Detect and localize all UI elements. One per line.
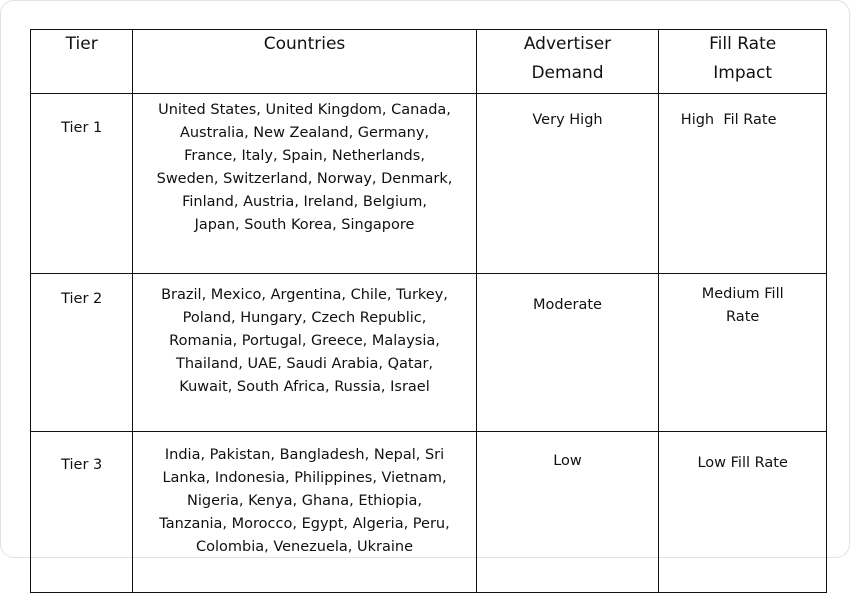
fill-rate-cell: High Fil Rate: [659, 94, 827, 274]
header-tier: Tier: [31, 30, 133, 94]
header-countries: Countries: [133, 30, 476, 94]
table-row: [31, 274, 827, 432]
countries-cell: United States, United Kingdom, Canada, Australia, New Zealand, Germany, France, Italy, Spain, Netherlands, Sweden, Switzerland, Norway, Denmark, Finland, Austria, Ireland, Belgium, Japan, South Korea, Singapore: [133, 94, 476, 274]
fill-rate-cell: Medium Fill Rate: [659, 274, 827, 432]
header-advertiser-demand: Advertiser Demand: [476, 30, 659, 94]
table-row: [31, 432, 827, 593]
demand-cell: Low: [476, 432, 659, 593]
countries-cell: Brazil, Mexico, Argentina, Chile, Turkey, Poland, Hungary, Czech Republic, Romania, Portugal, Greece, Malaysia, Thailand, UAE, Saudi Arabia, Qatar, Kuwait, South Africa, Russia, Israel: [133, 274, 476, 432]
demand-cell: Very High: [476, 94, 659, 274]
header-fill-rate-impact: Fill Rate Impact: [659, 30, 827, 94]
tier-cell: Tier 2: [31, 274, 133, 432]
country-tier-table: [30, 29, 827, 593]
tier-cell: Tier 3: [31, 432, 133, 593]
tier-cell: Tier 1: [31, 94, 133, 274]
table-header-row: [31, 30, 827, 94]
table-row: [31, 94, 827, 274]
fill-rate-cell: Low Fill Rate: [659, 432, 827, 593]
demand-cell: Moderate: [476, 274, 659, 432]
countries-cell: India, Pakistan, Bangladesh, Nepal, Sri Lanka, Indonesia, Philippines, Vietnam, Nigeria, Kenya, Ghana, Ethiopia, Tanzania, Morocco, Egypt, Algeria, Peru, Colombia, Venezuela, Ukraine: [133, 432, 476, 593]
